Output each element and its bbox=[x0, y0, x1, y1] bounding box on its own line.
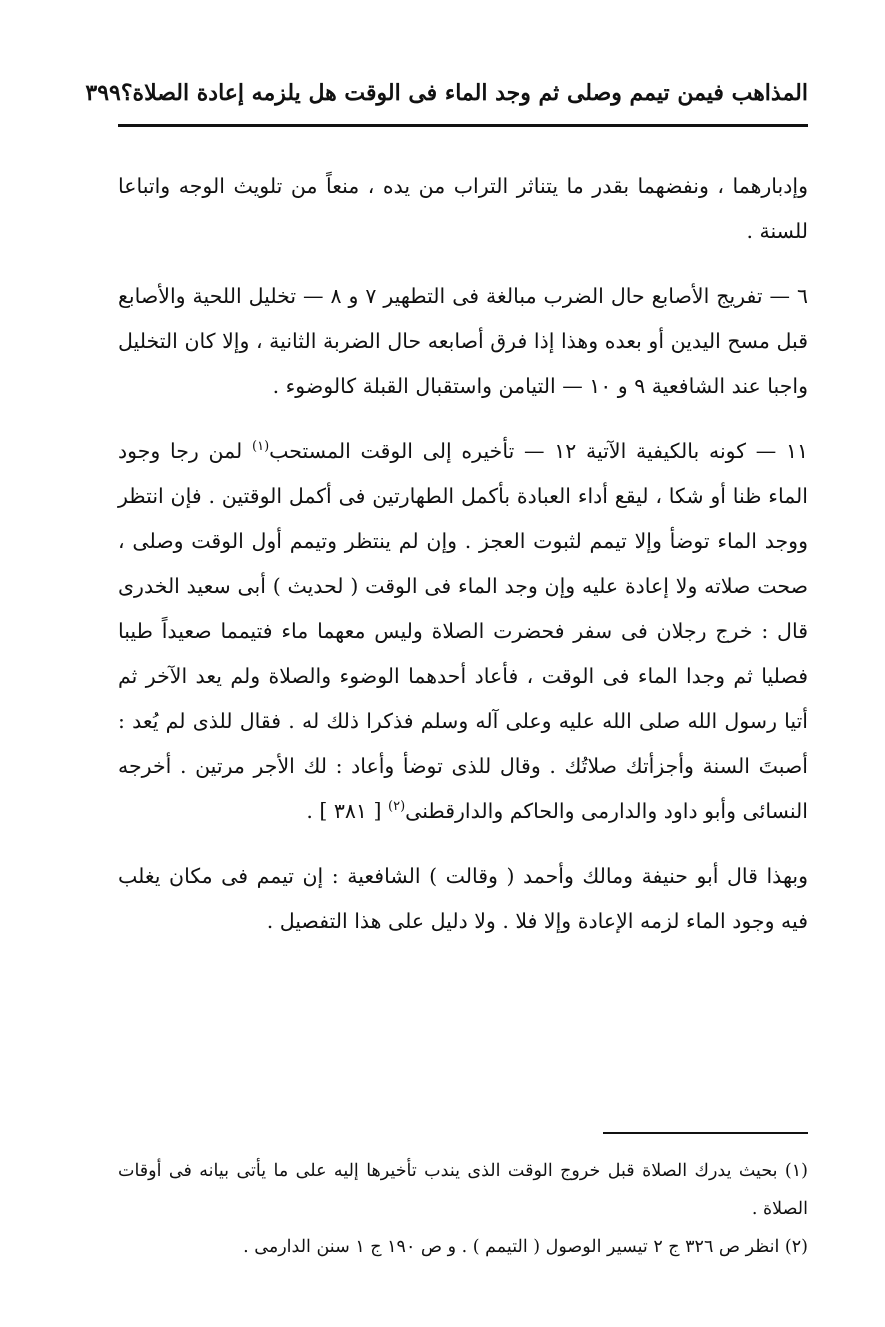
paragraph-3-text-after: [ ٣٨١ ] . bbox=[306, 799, 382, 823]
footnote-2: (٢) انظر ص ٣٢٦ ج ٢ تيسير الوصول ( التيمم ) . و ص ١٩٠ ج ١ سنن الدارمى . bbox=[243, 1237, 808, 1257]
paragraph-1-text: وإدبارهما ، ونفضهما بقدر ما يتناثر التراب من يده ، منعاً من تلويث الوجه واتباعا للسنة . bbox=[118, 174, 808, 243]
page-number: ٣٩٩ bbox=[85, 80, 121, 106]
header-title: المذاهب فيمن تيمم وصلى ثم وجد الماء فى الوقت هل يلزمه إعادة الصلاة؟ bbox=[120, 80, 808, 106]
body-text bbox=[118, 152, 808, 944]
paragraph-3-text-before-note: ١١ — كونه بالكيفية الآتية ١٢ — تأخيره إلى الوقت المستحب bbox=[269, 439, 808, 463]
footnote-ref-1: (١) bbox=[252, 439, 270, 455]
paragraph-4-text: وبهذا قال أبو حنيفة ومالك وأحمد ( وقالت ) الشافعية : إن تيمم فى مكان يغلب فيه وجود الماء لزمه الإعادة وإلا فلا . ولا دليل على هذا التفصيل . bbox=[118, 864, 808, 933]
footnote-rule bbox=[603, 1132, 808, 1134]
paragraph-4 bbox=[118, 854, 808, 944]
running-header bbox=[85, 72, 808, 114]
paragraph-2 bbox=[118, 274, 808, 409]
paragraph-3 bbox=[118, 429, 808, 834]
footnote-1: (١) بحيث يدرك الصلاة قبل خروج الوقت الذى يندب تأخيرها إليه على ما يأتى بيانه فى أوقات الصلاة . bbox=[118, 1161, 808, 1219]
paragraph-1 bbox=[118, 164, 808, 254]
paragraph-3-text-middle: لمن رجا وجود الماء ظنا أو شكا ، ليقع أداء العبادة بأكمل الطهارتين فى أكمل الوقتين . فإن انتظر ووجد الماء توضأ وإلا تيمم لثبوت العجز . وإن لم ينتظر وتيمم أول الوقت وصلى ، صحت صلاته ولا إعادة عليه وإن وجد الماء فى الوقت ( لحديث ) أبى سعيد الخدرى قال : خرج رجلان فى سفر فحضرت الصلاة وليس معهما ماء فتيمما صعيداً طيبا فصليا ثم وجدا الماء فى الوقت ، فأعاد أحدهما الوضوء والصلاة ولم يعد الآخر ثم أتيا رسول الله صلى الله عليه وعلى آله وسلم فذكرا ذلك له . فقال للذى لم يُعد : أصبتَ السنة وأجزأتك صلاتُك . وقال للذى توضأ وأعاد : لك الأجر مرتين . أخرجه النسائى وأبو داود والدارمى والحاكم والدارقطنى bbox=[118, 439, 808, 823]
header-rule bbox=[118, 124, 808, 127]
paragraph-2-text: ٦ — تفريج الأصابع حال الضرب مبالغة فى التطهير ٧ و ٨ — تخليل اللحية والأصابع قبل مسح اليدين أو بعده وهذا إذا فرق أصابعه حال الضربة الثانية ، وإلا كان التخليل واجبا عند الشافعية ٩ و ١٠ — التيامن واستقبال القبلة كالوضوء . bbox=[118, 284, 809, 398]
footnotes bbox=[118, 1152, 808, 1266]
book-page bbox=[85, 72, 809, 1292]
footnote-ref-2: (٢) bbox=[388, 799, 406, 815]
